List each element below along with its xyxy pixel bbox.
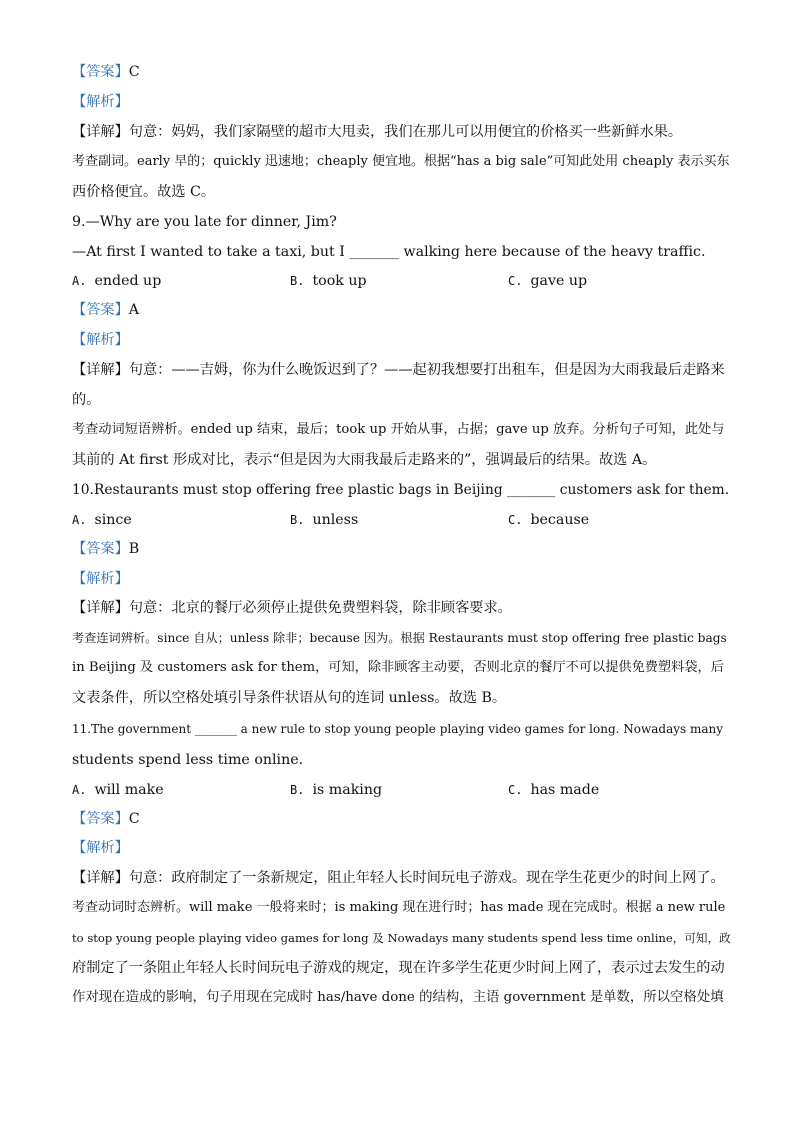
detail-line: 的。: [72, 392, 101, 408]
detail-text: 句意：北京的餐厅必须停止提供免费塑料袋，除非顾客要求。: [128, 600, 512, 616]
explanation-line: 考查副词。early 早的；quickly 迅速地；cheaply 便宜地。根据“has a big sale”可知此处用 cheaply 表示买东: [72, 154, 730, 169]
explanation-line: 考查动词时态辨析。will make 一般将来时；is making 现在进行时；has made 现在完成时。根据 a new rule: [72, 900, 726, 915]
explanation-line: 西价格便宜。故选 C。: [72, 184, 216, 200]
detail-tag: 【详解】: [72, 124, 129, 140]
explanation-line: 考查连词辨析。since 自从；unless 除非；because 因为。根据 Restaurants must stop offering free plastic bags: [72, 631, 727, 645]
answer-tag: 【答案】: [72, 64, 129, 80]
explanation-line: 其前的 At first 形成对比，表示“但是因为大雨我最后走路来的”，强调最后的结果。故选 A。: [72, 452, 657, 468]
analysis-tag: 【解析】: [72, 332, 129, 348]
question-stem: 10.Restaurants must stop offering free plastic bags in Beijing _______ customers ask for them.: [72, 482, 730, 498]
answer-value: C: [128, 64, 140, 80]
detail-tag: 【详解】: [72, 600, 129, 616]
option-b: B. took up: [290, 273, 367, 289]
answer-line: [72, 300, 732, 320]
question-stem: —At first I wanted to take a taxi, but I _______ walking here because of the heavy traffic.: [72, 244, 706, 260]
option-b: B. is making: [290, 782, 383, 798]
detail-tag: 【详解】: [72, 362, 129, 378]
explanation-line: 文表条件，所以空格处填引导条件状语从句的连词 unless。故选 B。: [72, 690, 507, 706]
question-stem: 9.—Why are you late for dinner, Jim?: [72, 214, 337, 230]
detail-line: [72, 360, 732, 380]
option-a: A. since: [72, 512, 132, 528]
detail-line: [72, 122, 732, 142]
answer-line: [72, 809, 732, 829]
answer-value: C: [128, 811, 140, 827]
question-stem: 11.The government _______ a new rule to stop young people playing video games for long. Nowadays many: [72, 722, 724, 736]
answer-tag: 【答案】: [72, 302, 129, 318]
explanation-line: to stop young people playing video games for long 及 Nowadays many students spend less time online，可知，政: [72, 931, 731, 945]
detail-text: 句意：——吉姆，你为什么晚饭迟到了？——起初我想要打出租车，但是因为大雨我最后走路来: [128, 362, 725, 378]
option-a: A. ended up: [72, 273, 162, 289]
question-stem: students spend less time online.: [72, 752, 304, 768]
detail-text: 句意：政府制定了一条新规定，阻止年轻人长时间玩电子游戏。现在学生花更少的时间上网了。: [128, 870, 725, 886]
answer-tag: 【答案】: [72, 541, 129, 557]
answer-line: [72, 539, 732, 559]
detail-text: 句意：妈妈，我们家隔壁的超市大甩卖，我们在那儿可以用便宜的价格买一些新鲜水果。: [128, 124, 683, 140]
analysis-tag: 【解析】: [72, 94, 129, 110]
answer-line: [72, 62, 732, 82]
analysis-tag: 【解析】: [72, 571, 129, 587]
detail-tag: 【详解】: [72, 870, 129, 886]
explanation-line: 府制定了一条阻止年轻人长时间玩电子游戏的规定，现在许多学生花更少时间上网了，表示过去发生的动: [72, 960, 725, 976]
explanation-line: 考查动词短语辨析。ended up 结束，最后；took up 开始从事，占据；gave up 放弃。分析句子可知，此处与: [72, 422, 725, 437]
option-c: C. because: [508, 512, 590, 528]
answer-value: B: [128, 541, 140, 557]
detail-line: [72, 868, 732, 888]
option-b: B. unless: [290, 512, 359, 528]
detail-line: [72, 598, 732, 618]
analysis-tag: 【解析】: [72, 840, 129, 856]
explanation-line: in Beijing 及 customers ask for them，可知，除非顾客主动要，否则北京的餐厅不可以提供免费塑料袋，后: [72, 660, 724, 675]
option-a: A. will make: [72, 782, 164, 798]
answer-tag: 【答案】: [72, 811, 129, 827]
option-c: C. has made: [508, 782, 600, 798]
option-c: C. gave up: [508, 273, 588, 289]
explanation-line: 作对现在造成的影响，句子用现在完成时 has/have done 的结构，主语 government 是单数，所以空格处填: [72, 990, 724, 1005]
answer-value: A: [128, 302, 140, 318]
